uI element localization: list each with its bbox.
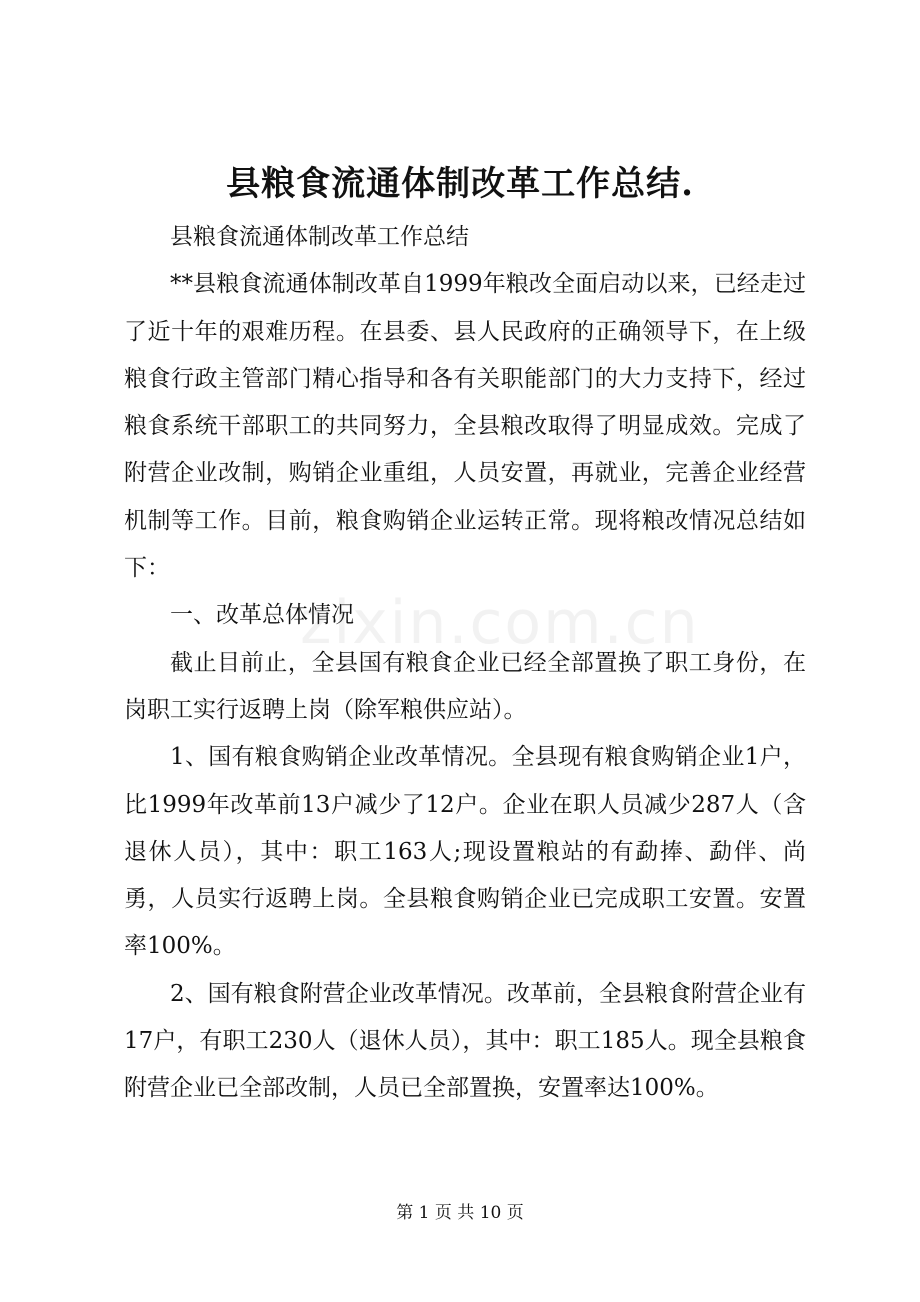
body-paragraph-subtitle: 县粮食流通体制改革工作总结 xyxy=(170,224,469,250)
body-paragraph-status: 截止目前止，全县国有粮食企业已经全部置换了职工身份，在岗职工实行返聘上岗（除军粮供应站）。 xyxy=(124,649,806,723)
page-footer: 第 1 页 共 10 页 xyxy=(396,1203,524,1223)
body-paragraph-affiliated: 2、国有粮食附营企业改革情况。改革前，全县粮食附营企业有17户，有职工230人（退休人员），其中：职工185人。现全县粮食附营企业已全部改制，人员已全部置换，安置率达100%。 xyxy=(124,980,806,1102)
document-title: 县粮食流通体制改革工作总结. xyxy=(226,164,694,204)
body-paragraph-purchase-sales: 1、国有粮食购销企业改革情况。全县现有粮食购销企业1户，比1999年改革前13户减少了12户。企业在职人员减少287人（含退休人员），其中：职工163人;现设置粮站的有勐捧、勐伴、尚勇，人员实行返聘上岗。全县粮食购销企业已完成职工安置。安置率100%。 xyxy=(124,744,806,960)
site-watermark: zixin.com.cn xyxy=(300,588,700,658)
document-body xyxy=(124,214,806,1113)
body-paragraph-intro: **县粮食流通体制改革自1999年粮改全面启动以来，已经走过了近十年的艰难历程。在县委、县人民政府的正确领导下，在上级粮食行政主管部门精心指导和各有关职能部门的大力支持下，经过粮食系统干部职工的共同努力，全县粮改取得了明显成效。完成了附营企业改制，购销企业重组，人员安置，再就业，完善企业经营机制等工作。目前，粮食购销企业运转正常。现将粮改情况总结如下： xyxy=(124,271,806,582)
section-heading-overview: 一、改革总体情况 xyxy=(170,602,354,629)
